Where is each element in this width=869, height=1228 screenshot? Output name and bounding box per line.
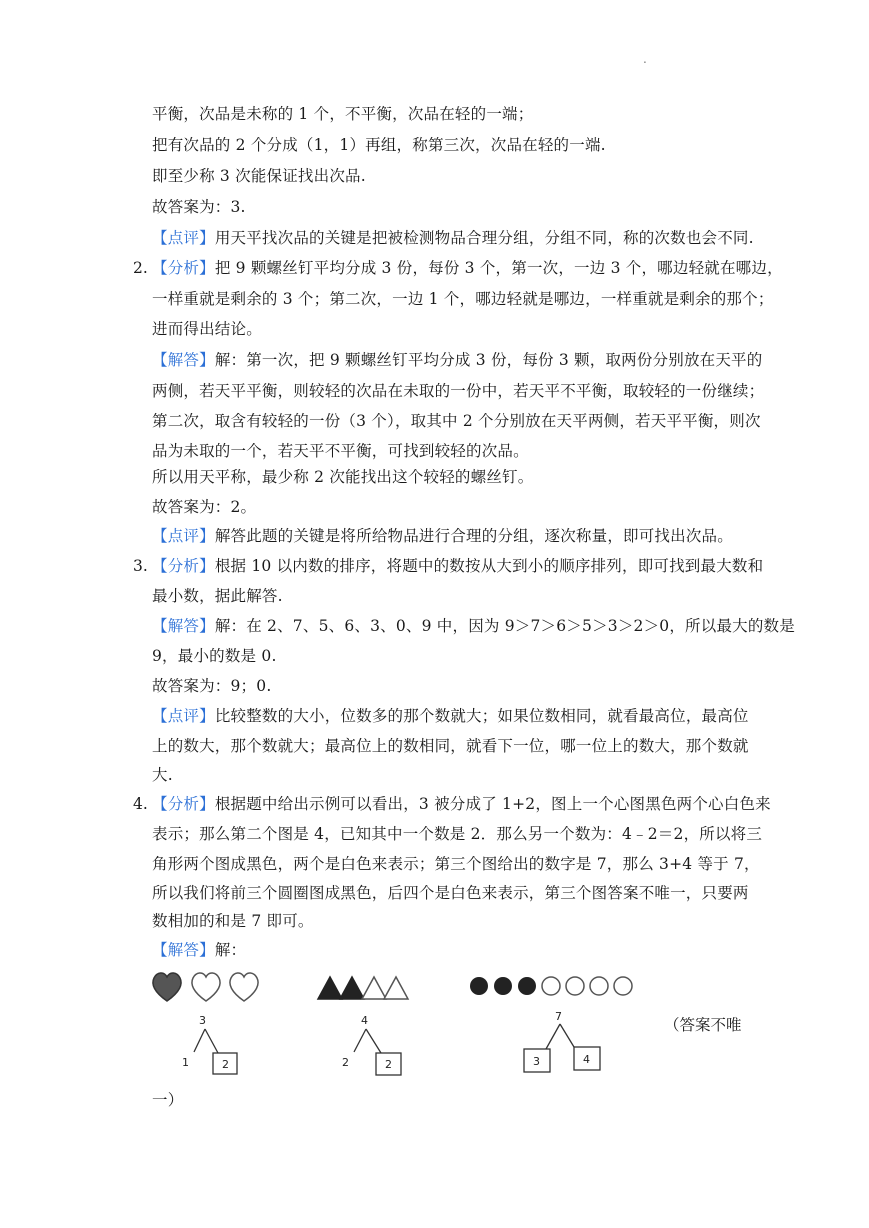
q4-analysis-line-5: 数相加的和是 7 即可。 (152, 912, 314, 930)
circle-icon-empty (542, 977, 560, 995)
circle-icon-filled (518, 977, 536, 995)
heart-icon-filled (153, 973, 181, 1001)
tree-right-number: 4 (583, 1053, 590, 1066)
q3-analysis-line-1: 【分析】根据 10 以内数的排序，将题中的数按从大到小的顺序排列，即可找到最大数和 (152, 557, 764, 575)
q4-analysis-line-4: 所以我们将前三个圆圈图成黑色，后四个是白色来表示，第三个图答案不唯一，只要两 (152, 884, 749, 902)
tree-top-number: 3 (199, 1014, 206, 1027)
review-tag: 【点评】 (152, 527, 215, 545)
circle-icon-filled (494, 977, 512, 995)
heart-icon-empty (230, 973, 258, 1001)
question-number-3: 3. (133, 557, 148, 575)
review-tag: 【点评】 (152, 707, 215, 725)
heart-icon-empty (192, 973, 220, 1001)
answer-tag: 【解答】 (152, 617, 215, 635)
intro-line-2: 把有次品的 2 个分成（1，1）再组，称第三次，次品在轻的一端. (152, 136, 606, 154)
analysis-tag: 【分析】 (152, 259, 215, 277)
q4-analysis-line-3: 角形两个图成黑色，两个是白色来表示；第三个图给出的数字是 7，那么 3+4 等于 7， (152, 855, 760, 873)
tree-right-number: 2 (222, 1058, 229, 1071)
analysis-tag: 【分析】 (152, 557, 215, 575)
circle-icon-empty (590, 977, 608, 995)
tree-left-number: 2 (342, 1056, 349, 1069)
review-text: 用天平找次品的关键是把被检测物品合理分组，分组不同，称的次数也会不同. (214, 229, 754, 247)
intro-line-4: 故答案为：3. (152, 198, 246, 216)
q4-answer-line-1: 【解答】解： (152, 941, 247, 959)
answer-tag: 【解答】 (152, 351, 215, 369)
q2-answer-line-6: 故答案为：2。 (152, 498, 257, 516)
analysis-tag: 【分析】 (152, 795, 215, 813)
triangle-group (318, 977, 408, 999)
number-tree-3 (524, 1010, 600, 1072)
q2-analysis-line-1: 【分析】把 9 颗螺丝钉平均分成 3 份，每份 3 个，第一次，一边 3 个，哪边轻就在哪边， (152, 259, 783, 277)
q3-review-line-1: 【点评】比较整数的大小，位数多的那个数就大；如果位数相同，就看最高位，最高位 (152, 707, 749, 725)
q2-review: 【点评】解答此题的关键是将所给物品进行合理的分组，逐次称量，即可找出次品。 (152, 527, 733, 545)
q3-analysis-line-2: 最小数，据此解答. (152, 587, 283, 605)
circle-group (470, 977, 632, 995)
tree-right-number: 2 (385, 1058, 392, 1071)
tree-left-number: 3 (533, 1055, 540, 1068)
heart-group (153, 973, 258, 1001)
figure-note: （答案不唯 (664, 1016, 742, 1034)
q2-answer-line-1: 【解答】解：第一次，把 9 颗螺丝钉平均分成 3 份，每份 3 颗，取两份分别放在天平的 (152, 351, 763, 369)
tree-top-number: 4 (361, 1014, 368, 1027)
intro-line-1: 平衡，次品是未称的 1 个，不平衡，次品在轻的一端； (152, 105, 534, 123)
circle-icon-filled (470, 977, 488, 995)
q2-analysis-line-2: 一样重就是剩余的 3 个；第二次，一边 1 个，哪边轻就是哪边，一样重就是剩余的那个； (152, 290, 774, 308)
tree-top-number: 7 (555, 1010, 562, 1023)
q2-answer-line-5: 所以用天平称，最少称 2 次能找出这个较轻的螺丝钉。 (152, 468, 534, 486)
q2-answer-line-3: 第二次，取含有较轻的一份（3 个），取其中 2 个分别放在天平两侧，若天平平衡，则次 (152, 412, 761, 430)
review-tag: 【点评】 (152, 229, 215, 247)
q3-review-line-2: 上的数大，那个数就大；最高位上的数相同，就看下一位，哪一位上的数大，那个数就 (152, 737, 749, 755)
tree-left-number: 1 (182, 1056, 189, 1069)
circle-icon-empty (614, 977, 632, 995)
answer-tag: 【解答】 (152, 941, 215, 959)
number-tree-1 (182, 1014, 237, 1074)
q3-answer-line-1: 【解答】解：在 2、7、5、6、3、0、9 中，因为 9＞7＞6＞5＞3＞2＞0，所以最大的数是 (152, 617, 795, 635)
question-number-4: 4. (133, 795, 148, 813)
q3-answer-line-2: 9，最小的数是 0. (152, 647, 277, 665)
answer-figure (150, 967, 660, 1085)
q2-analysis-line-3: 进而得出结论。 (152, 320, 262, 338)
triangle-icon-empty (384, 977, 408, 999)
q2-answer-line-4: 品为未取的一个，若天平不平衡，可找到较轻的次品。 (152, 442, 529, 460)
triangle-icon-empty (362, 977, 386, 999)
circle-icon-empty (566, 977, 584, 995)
intro-line-3: 即至少称 3 次能保证找出次品. (152, 167, 366, 185)
q4-analysis-line-2: 表示；那么第二个图是 4，已知其中一个数是 2．那么另一个数为：4﹣2＝2，所以将三 (152, 825, 763, 843)
question-number-2: 2. (133, 259, 148, 277)
q2-answer-line-2: 两侧，若天平平衡，则较轻的次品在未取的一份中，若天平不平衡，取较轻的一份继续； (152, 382, 765, 400)
figure-note-end: 一） (152, 1091, 184, 1109)
triangle-icon-filled (340, 977, 364, 999)
header-mark: . (643, 52, 647, 66)
intro-review (152, 228, 754, 248)
q3-answer-line-3: 故答案为：9；0. (152, 677, 272, 695)
q4-analysis-line-1: 【分析】根据题中给出示例可以看出，3 被分成了 1+2，图上一个心图黑色两个心白色来 (152, 795, 771, 813)
q3-review-line-3: 大. (152, 766, 173, 784)
number-tree-2 (342, 1014, 401, 1075)
triangle-icon-filled (318, 977, 342, 999)
